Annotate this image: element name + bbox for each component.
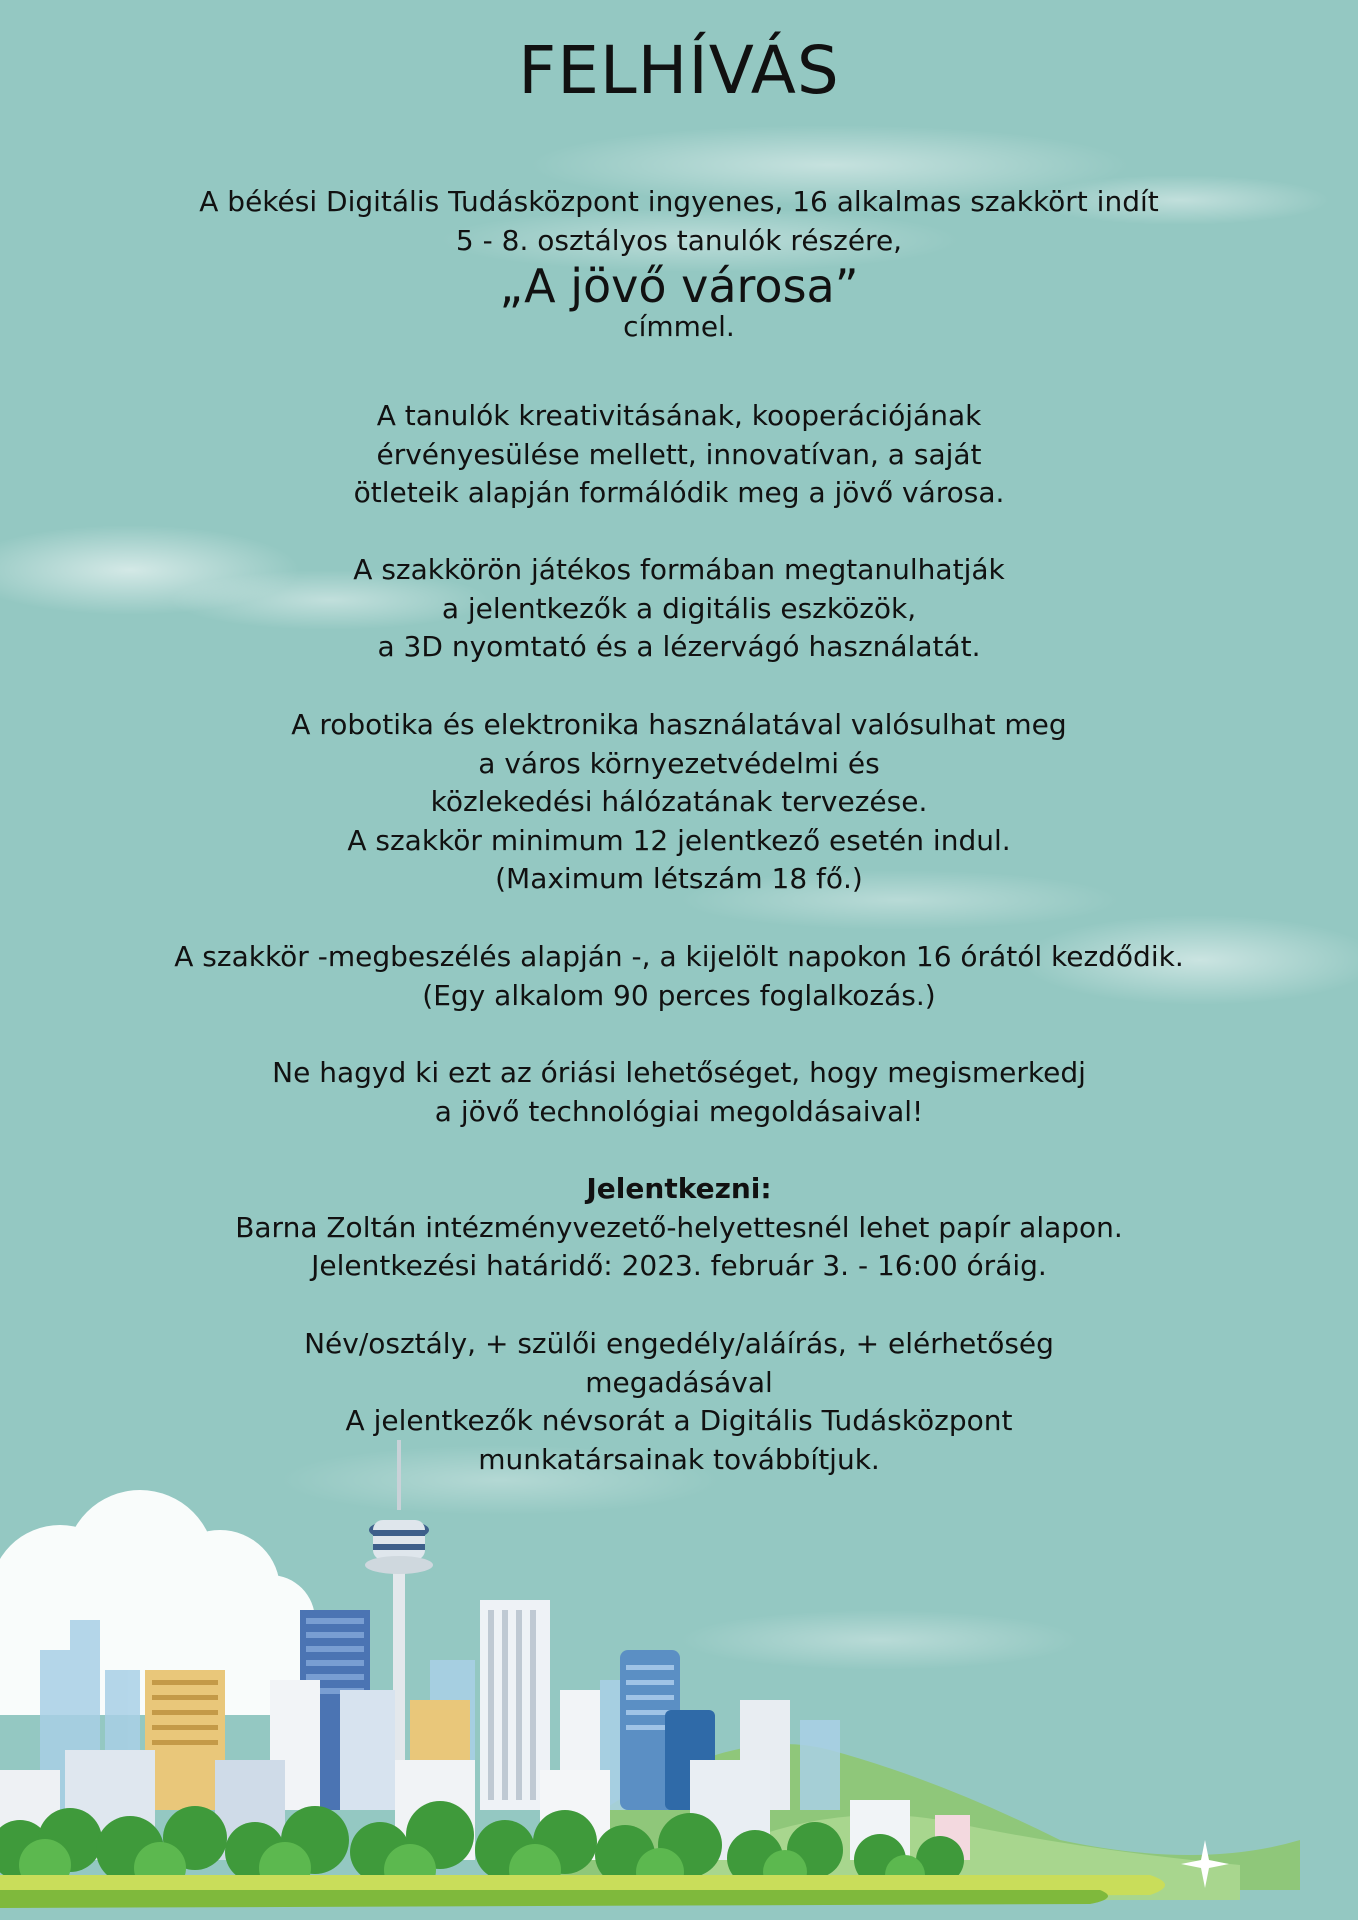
paragraph-robotics xyxy=(0,706,1358,899)
paragraph-line: A tanulók kreativitásának, kooperációjának xyxy=(376,399,982,432)
paragraph-line: a jelentkezők a digitális eszközök, xyxy=(441,591,917,625)
paragraph-line: ötleteik alapján formálódik meg a jövő városa. xyxy=(353,476,1005,509)
page-title: FELHÍVÁS xyxy=(518,32,840,109)
paragraph-line: A szakkör -megbeszélés alapján -, a kijelölt napokon 16 órától kezdődik. xyxy=(174,940,1184,973)
paragraph-line: érvényesülése mellett, innovatívan, a saját xyxy=(376,437,982,471)
paragraph-tools xyxy=(0,551,1358,667)
paragraph-line: A szakkörön játékos formában megtanulhatják xyxy=(353,553,1005,586)
paragraph-line: (Egy alkalom 90 perces foglalkozás.) xyxy=(422,978,936,1012)
intro-line: 5 - 8. osztályos tanulók részére, xyxy=(455,223,903,257)
registration-block xyxy=(0,1170,1358,1286)
paragraph-line: munkatársainak továbbítjuk. xyxy=(478,1442,880,1476)
paragraph-line: a jövő technológiai megoldásaival! xyxy=(434,1094,924,1128)
paragraph-opportunity xyxy=(0,1054,1358,1131)
paragraph-line: megadásával xyxy=(585,1365,773,1399)
paragraph-line: Ne hagyd ki ezt az óriási lehetőséget, hogy megismerkedj xyxy=(272,1056,1086,1089)
intro-line: A békési Digitális Tudásközpont ingyenes, 16 alkalmas szakkört indít xyxy=(199,185,1159,218)
paragraph-schedule xyxy=(0,938,1358,1015)
paragraph-line: Név/osztály, + szülői engedély/aláírás, + elérhetőség xyxy=(304,1327,1054,1360)
paragraph-line: a 3D nyomtató és a lézervágó használatát. xyxy=(377,630,981,663)
intro-line: címmel. xyxy=(623,310,735,343)
paragraph-line: (Maximum létszám 18 fő.) xyxy=(495,862,863,895)
registration-line: Barna Zoltán intézményvezető-helyettesnél lehet papír alapon. xyxy=(235,1210,1123,1244)
registration-deadline: Jelentkezési határidő: 2023. február 3. - 16:00 óráig. xyxy=(311,1249,1047,1282)
registration-heading: Jelentkezni: xyxy=(586,1172,772,1205)
paragraph-line: A jelentkezők névsorát a Digitális Tudásközpont xyxy=(345,1404,1013,1437)
paragraph-line: A szakkör minimum 12 jelentkező esetén indul. xyxy=(347,823,1011,857)
paragraph-creativity xyxy=(0,397,1358,513)
paragraph-line: közlekedési hálózatának tervezése. xyxy=(430,785,928,818)
intro-block xyxy=(0,183,1358,342)
paragraph-line: A robotika és elektronika használatával valósulhat meg xyxy=(291,708,1067,741)
program-name: „A jövő városa” xyxy=(499,259,859,313)
city-skyline-illustration xyxy=(0,1420,1358,1920)
paragraph-line: a város környezetvédelmi és xyxy=(478,746,880,780)
